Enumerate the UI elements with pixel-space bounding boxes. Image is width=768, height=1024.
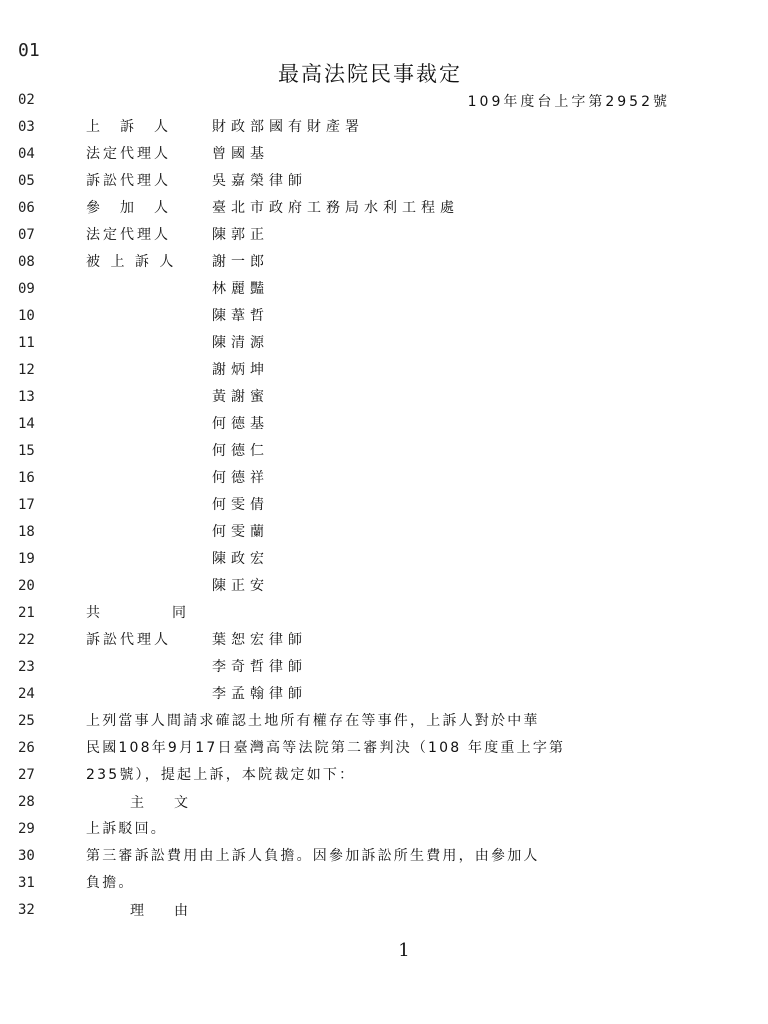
case-number: 109年度台上字第2952號 <box>467 94 670 110</box>
party-name: 何德基 <box>212 416 269 432</box>
party-role: 法定代理人 <box>86 227 171 243</box>
party-role <box>86 603 186 623</box>
ruling-line: 第三審訴訟費用由上訴人負擔。因參加訴訟所生費用，由參加人 <box>86 848 540 864</box>
party-name: 謝一郎 <box>212 254 269 270</box>
line-number: 15 <box>18 443 35 459</box>
party-name: 財政部國有財產署 <box>212 119 364 135</box>
party-name: 何雯倩 <box>212 497 269 513</box>
line-number: 29 <box>18 821 35 837</box>
line-number: 22 <box>18 632 35 648</box>
party-name: 陳郭正 <box>212 227 269 243</box>
party-row-joint-counsel <box>0 630 700 650</box>
line-number: 01 <box>18 40 40 61</box>
party-row-appellee <box>0 468 700 488</box>
party-name: 陳清源 <box>212 335 269 351</box>
line-number: 18 <box>18 524 35 540</box>
ruling-line: 負擔。 <box>86 875 135 891</box>
line-number: 02 <box>18 92 35 108</box>
line-number: 27 <box>18 767 35 783</box>
party-row-appellee <box>0 522 700 542</box>
party-name: 何德仁 <box>212 443 269 459</box>
party-name: 陳葦哲 <box>212 308 269 324</box>
line-number: 21 <box>18 605 35 621</box>
party-row-appellee <box>0 360 700 380</box>
line-number: 26 <box>18 740 35 756</box>
party-name: 何德祥 <box>212 470 269 486</box>
line-number: 08 <box>18 254 35 270</box>
document-title: 最高法院民事裁定 <box>278 62 462 86</box>
party-row-appellee <box>0 333 700 353</box>
party-name: 黃謝蜜 <box>212 389 269 405</box>
line-number: 14 <box>18 416 35 432</box>
party-row-intervenor <box>0 198 700 218</box>
party-role: 參 加 人 <box>86 200 171 216</box>
line-number: 07 <box>18 227 35 243</box>
party-name: 何雯蘭 <box>212 524 269 540</box>
party-name: 陳政宏 <box>212 551 269 567</box>
party-row-appellee <box>0 252 700 272</box>
party-row-appellee <box>0 549 700 569</box>
line-number: 03 <box>18 119 35 135</box>
party-role: 上 訴 人 <box>86 119 171 135</box>
line-number: 30 <box>18 848 35 864</box>
ruling-line: 上訴駁回。 <box>86 821 167 837</box>
party-name: 陳正安 <box>212 578 269 594</box>
body-paragraph-line: 235號），提起上訴，本院裁定如下： <box>86 767 356 783</box>
party-name: 謝炳坤 <box>212 362 269 378</box>
party-role: 訴訟代理人 <box>86 632 171 648</box>
party-row-appellee <box>0 576 700 596</box>
line-number: 04 <box>18 146 35 162</box>
line-number: 11 <box>18 335 35 351</box>
party-row-appellee <box>0 279 700 299</box>
party-row-appellee <box>0 441 700 461</box>
party-name: 臺北市政府工務局水利工程處 <box>212 200 459 216</box>
joint-role-char: 同 <box>172 605 186 621</box>
body-paragraph-line: 上列當事人間請求確認土地所有權存在等事件，上訴人對於中華 <box>86 713 540 729</box>
line-number: 17 <box>18 497 35 513</box>
line-number: 20 <box>18 578 35 594</box>
party-row-appellant-counsel <box>0 171 700 191</box>
party-name: 吳嘉榮律師 <box>212 173 307 189</box>
party-row-joint-counsel <box>0 684 700 704</box>
page-number: 1 <box>398 940 410 961</box>
line-number: 05 <box>18 173 35 189</box>
line-number: 19 <box>18 551 35 567</box>
party-row-appellee <box>0 306 700 326</box>
line-number: 25 <box>18 713 35 729</box>
party-row-appellant <box>0 117 700 137</box>
party-role: 法定代理人 <box>86 146 171 162</box>
party-row-intervenor-rep <box>0 225 700 245</box>
line-number: 09 <box>18 281 35 297</box>
party-role: 被 上 訴 人 <box>86 254 177 270</box>
party-name: 李奇哲律師 <box>212 659 307 675</box>
party-row-appellee <box>0 414 700 434</box>
party-name: 曾國基 <box>212 146 269 162</box>
line-number: 06 <box>18 200 35 216</box>
line-number: 31 <box>18 875 35 891</box>
line-number: 16 <box>18 470 35 486</box>
party-name: 葉恕宏律師 <box>212 632 307 648</box>
party-name: 李孟翰律師 <box>212 686 307 702</box>
party-name: 林麗豔 <box>212 281 269 297</box>
line-number: 10 <box>18 308 35 324</box>
party-role: 訴訟代理人 <box>86 173 171 189</box>
party-row-appellee <box>0 495 700 515</box>
body-paragraph-line: 民國108年9月17日臺灣高等法院第二審判決（108 年度重上字第 <box>86 740 566 756</box>
party-row-appellee <box>0 387 700 407</box>
party-row-joint-counsel <box>0 657 700 677</box>
line-number: 24 <box>18 686 35 702</box>
line-number: 12 <box>18 362 35 378</box>
party-row-appellant-rep <box>0 144 700 164</box>
reason-heading: 理由 <box>130 903 218 919</box>
party-row-joint <box>0 603 700 623</box>
line-number: 13 <box>18 389 35 405</box>
line-number: 32 <box>18 902 35 918</box>
line-number: 28 <box>18 794 35 810</box>
main-heading: 主文 <box>130 795 218 811</box>
joint-role-char: 共 <box>86 605 100 621</box>
line-number: 23 <box>18 659 35 675</box>
